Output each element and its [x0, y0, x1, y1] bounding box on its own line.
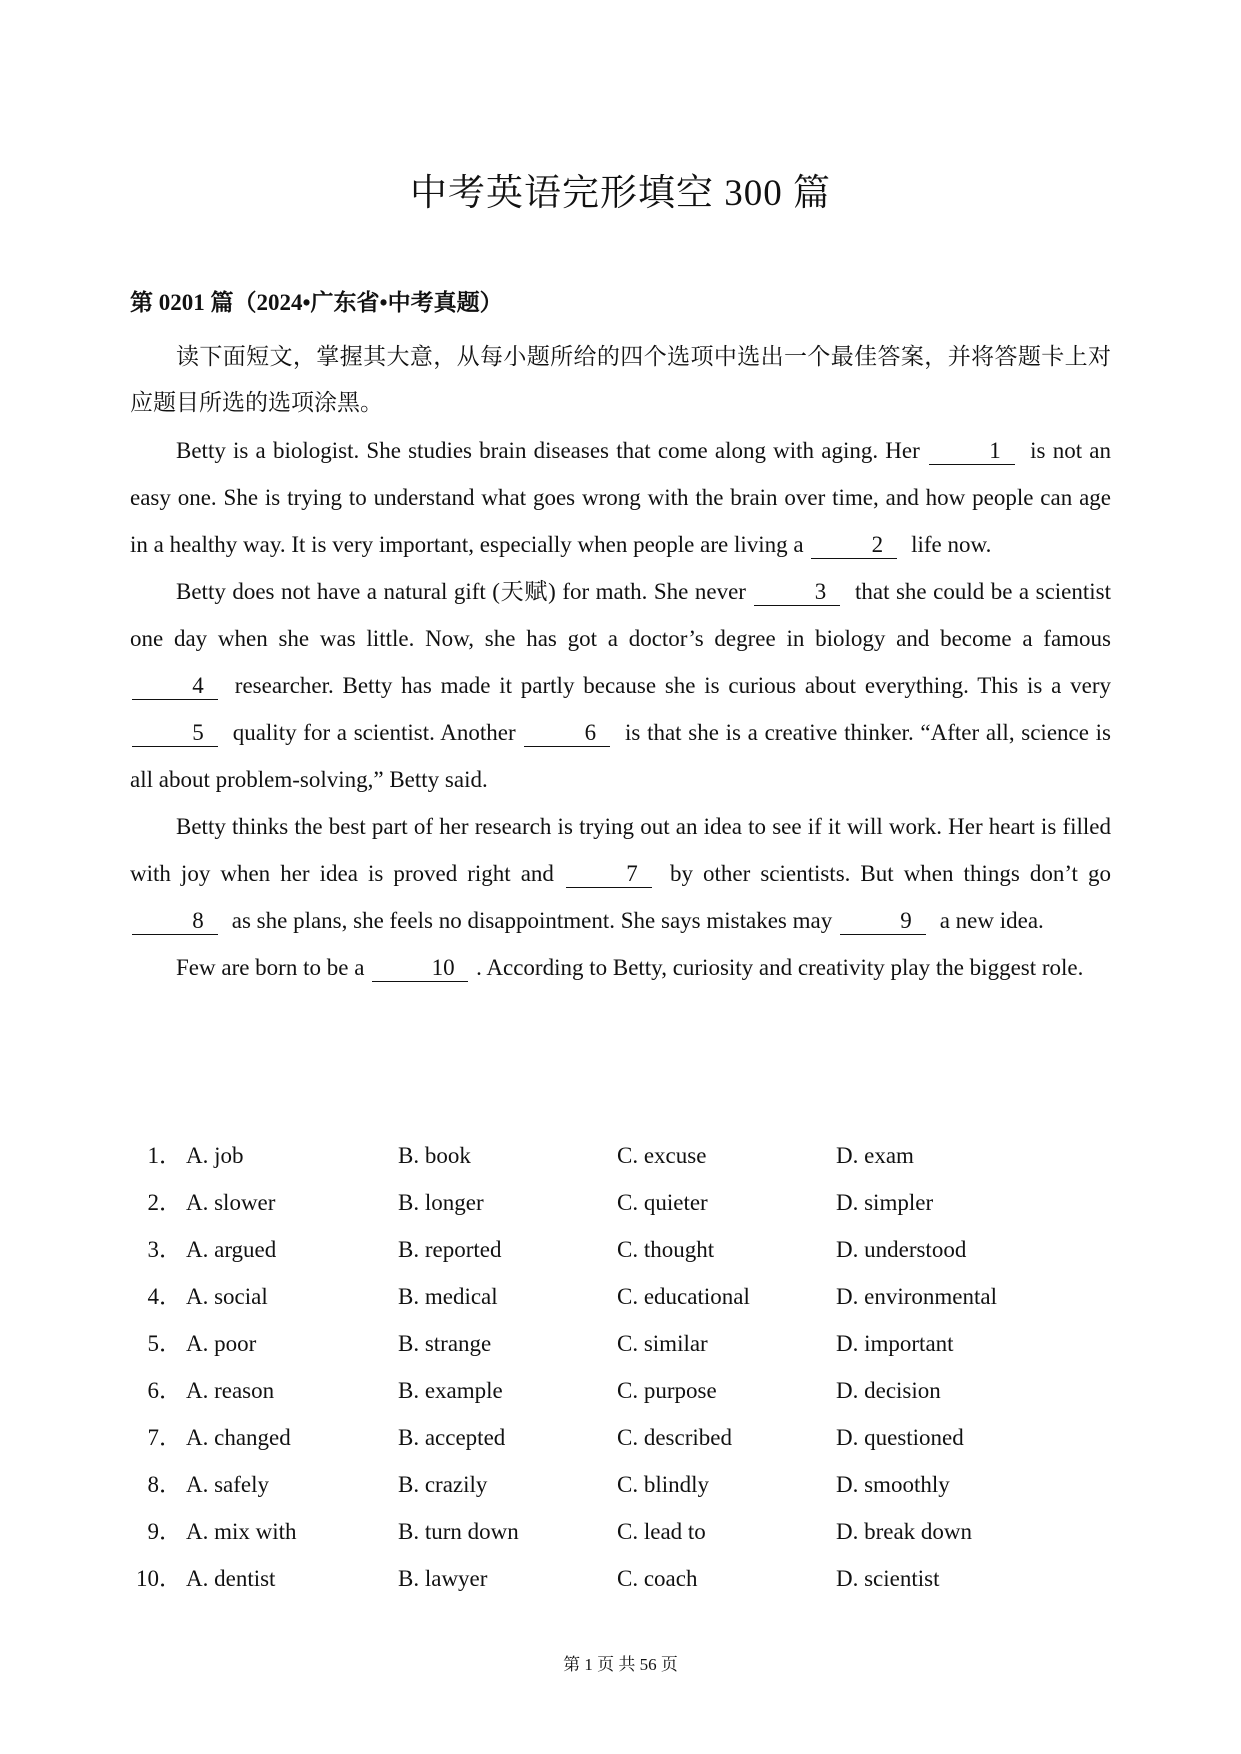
option-d: D. environmental	[836, 1284, 997, 1309]
option-a: A. changed	[186, 1425, 291, 1450]
option-a: A. job	[186, 1143, 244, 1168]
blank-2: 2	[811, 532, 897, 559]
passage-paragraph-4	[130, 944, 1111, 991]
option-c: C. similar	[617, 1331, 708, 1356]
instructions-text: 读下面短文，掌握其大意，从每小题所给的四个选项中选出一个最佳答案，并将答题卡上对应题目所选的选项涂黑。	[130, 344, 1111, 415]
option-a: A. dentist	[186, 1566, 276, 1591]
option-b: B. book	[398, 1143, 471, 1168]
blank-10: 10	[372, 955, 468, 982]
option-d: D. break down	[836, 1519, 973, 1544]
text-run: as she plans, she feels no disappointment. She says mistakes may	[226, 908, 838, 933]
text-run: Betty is a biologist. She studies brain diseases that come along with aging. Her	[176, 438, 927, 463]
option-d: D. exam	[836, 1143, 914, 1168]
option-row	[130, 1508, 1086, 1555]
option-b: B. strange	[398, 1331, 492, 1356]
option-d: D. simpler	[836, 1190, 934, 1215]
option-row	[130, 1273, 1086, 1320]
blank-7: 7	[566, 861, 652, 888]
option-row	[130, 1555, 1086, 1602]
option-c: C. coach	[617, 1566, 698, 1591]
blank-5: 5	[132, 720, 218, 747]
option-b: B. accepted	[398, 1425, 506, 1450]
question-number: 8．	[147, 1472, 182, 1497]
page-footer: 第 1 页 共 56 页	[563, 1655, 678, 1674]
text-run: quality for a scientist. Another	[226, 720, 523, 745]
option-c: C. excuse	[617, 1143, 707, 1168]
passage-paragraph-2	[130, 568, 1111, 803]
option-a: A. mix with	[186, 1519, 297, 1544]
blank-1: 1	[929, 438, 1015, 465]
option-c: C. educational	[617, 1284, 750, 1309]
option-d: D. important	[836, 1331, 954, 1356]
text-run: life now.	[905, 532, 992, 557]
text-run: Betty thinks the best part of her research is trying out an idea to see if it will work. Her heart is filled with joy when her idea is proved right and	[130, 814, 1111, 886]
option-c: C. lead to	[617, 1519, 706, 1544]
question-number: 10．	[136, 1566, 182, 1591]
question-number: 7．	[147, 1425, 182, 1450]
option-c: C. described	[617, 1425, 732, 1450]
option-c: C. quieter	[617, 1190, 708, 1215]
option-d: D. questioned	[836, 1425, 964, 1450]
option-c: C. purpose	[617, 1378, 717, 1403]
option-row	[130, 1461, 1086, 1508]
passage-heading: 第 0201 篇（2024•广东省•中考真题）	[130, 290, 503, 315]
text-run: that she could be a scientist one day when she was little. Now, she has got a doctor’s degree in biology and become a famous	[130, 579, 1111, 651]
option-d: D. scientist	[836, 1566, 940, 1591]
text-run: . According to Betty, curiosity and creativity play the biggest role.	[476, 955, 1084, 980]
option-row	[130, 1414, 1086, 1461]
blank-4: 4	[132, 673, 218, 700]
option-row	[130, 1226, 1086, 1273]
answer-options-list	[130, 1132, 1086, 1602]
option-b: B. longer	[398, 1190, 484, 1215]
option-d: D. smoothly	[836, 1472, 950, 1497]
text-run: is not an easy one. She is trying to understand what goes wrong with the brain over time, and how people can age in a healthy way. It is very important, especially when people are living a	[130, 438, 1111, 557]
option-d: D. decision	[836, 1378, 941, 1403]
option-b: B. turn down	[398, 1519, 519, 1544]
option-a: A. safely	[186, 1472, 270, 1497]
blank-9: 9	[840, 908, 926, 935]
option-a: A. social	[186, 1284, 268, 1309]
text-run: Few are born to be a	[176, 955, 371, 980]
option-b: B. lawyer	[398, 1566, 488, 1591]
text-run: researcher. Betty has made it partly because she is curious about everything. This is a very	[226, 673, 1111, 698]
option-d: D. understood	[836, 1237, 967, 1262]
option-b: B. crazily	[398, 1472, 488, 1497]
text-run: a new idea.	[933, 908, 1044, 933]
document-title: 中考英语完形填空 300 篇	[410, 173, 831, 214]
question-number: 5．	[147, 1331, 182, 1356]
option-b: B. example	[398, 1378, 503, 1403]
option-a: A. slower	[186, 1190, 276, 1215]
question-number: 2．	[147, 1190, 182, 1215]
option-b: B. reported	[398, 1237, 502, 1262]
option-c: C. thought	[617, 1237, 715, 1262]
blank-6: 6	[524, 720, 610, 747]
option-row	[130, 1320, 1086, 1367]
text-run: by other scientists. But when things don’t go	[659, 861, 1111, 886]
option-row	[130, 1367, 1086, 1414]
option-b: B. medical	[398, 1284, 498, 1309]
blank-8: 8	[132, 908, 218, 935]
passage-paragraph-1	[130, 427, 1111, 568]
question-number: 9．	[147, 1519, 182, 1544]
option-a: A. poor	[186, 1331, 257, 1356]
option-row	[130, 1179, 1086, 1226]
text-run: Betty does not have a natural gift (天赋) for math. She never	[176, 579, 753, 604]
text-run: is that she is a creative thinker. “After all, science is all about problem-solving,” Betty said.	[130, 720, 1111, 792]
option-a: A. reason	[186, 1378, 275, 1403]
option-a: A. argued	[186, 1237, 277, 1262]
instructions-block	[130, 334, 1111, 426]
passage-paragraph-3	[130, 803, 1111, 944]
blank-3: 3	[754, 579, 840, 606]
question-number: 1．	[147, 1143, 182, 1168]
question-number: 3．	[147, 1237, 182, 1262]
passage-body	[130, 427, 1111, 991]
option-c: C. blindly	[617, 1472, 710, 1497]
option-row	[130, 1132, 1086, 1179]
question-number: 4．	[147, 1284, 182, 1309]
question-number: 6．	[147, 1378, 182, 1403]
